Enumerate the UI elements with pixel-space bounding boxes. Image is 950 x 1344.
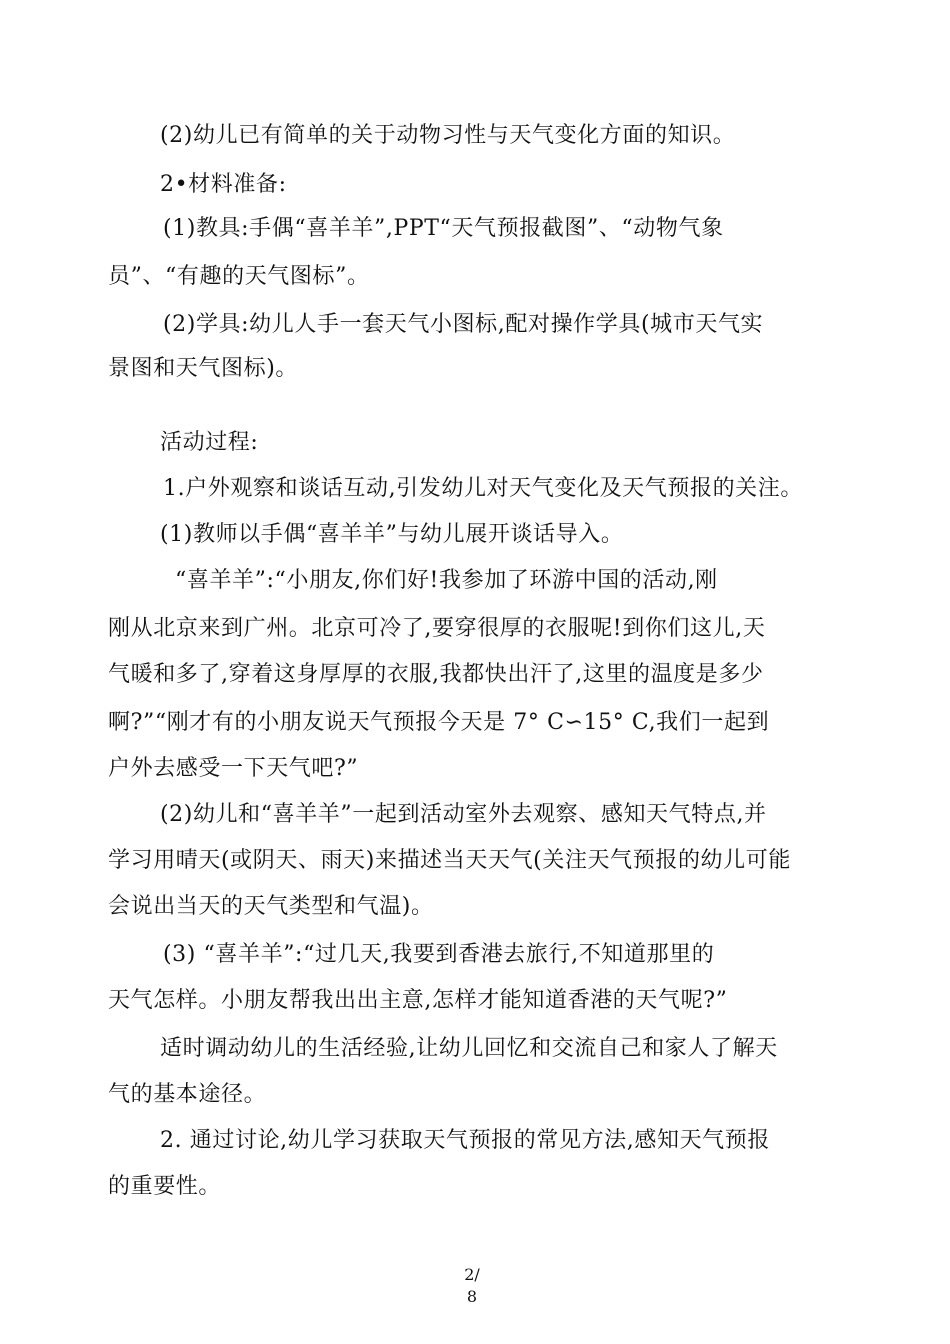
paragraph-line: 1.户外观察和谈话互动,引发幼儿对天气变化及天气预报的关注。: [163, 476, 803, 501]
page-number: [452, 1264, 492, 1308]
paragraph-line: 天气怎样。小朋友帮我出出主意,怎样才能知道香港的天气呢?”: [108, 988, 728, 1013]
paragraph-line: 员”、“有趣的天气图标”。: [108, 264, 370, 289]
paragraph-line: (2)幼儿已有简单的关于动物习性与天气变化方面的知识。: [160, 123, 736, 148]
paragraph-line: 气的基本途径。: [108, 1082, 267, 1107]
paragraph-line: (1)教具:手偶“喜羊羊”,PPT“天气预报截图”、“动物气象: [163, 216, 724, 241]
paragraph-line: 气暖和多了,穿着这身厚厚的衣服,我都快出汗了,这里的温度是多少: [108, 662, 764, 687]
paragraph-line: 的重要性。: [108, 1174, 222, 1199]
paragraph-line: 2. 通过讨论,幼儿学习获取天气预报的常见方法,感知天气预报: [160, 1128, 770, 1153]
paragraph-line: “喜羊羊”:“小朋友,你们好!我参加了环游中国的活动,刚: [175, 568, 718, 593]
paragraph-line: 会说出当天的天气类型和气温)。: [108, 894, 434, 919]
page-number-total: 8: [466, 1287, 478, 1306]
section-heading-materials: 2•材料准备:: [160, 172, 287, 197]
paragraph-line: (2)学具:幼儿人手一套天气小图标,配对操作学具(城市天气实: [163, 312, 764, 337]
paragraph-line: 户外去感受一下天气吧?”: [108, 756, 359, 781]
page-number-current: 2/: [464, 1265, 480, 1284]
paragraph-line: 啊?”“刚才有的小朋友说天气预报今天是 7° C∽15° C,我们一起到: [108, 710, 770, 735]
paragraph-line: 适时调动幼儿的生活经验,让幼儿回忆和交流自己和家人了解天: [160, 1036, 778, 1061]
section-heading-process: 活动过程:: [160, 430, 259, 455]
paragraph-line: 学习用晴天(或阴天、雨天)来描述当天天气(关注天气预报的幼儿可能: [108, 848, 791, 873]
paragraph-line: (1)教师以手偶“喜羊羊”与幼儿展开谈话导入。: [160, 522, 624, 547]
paragraph-line: 刚从北京来到广州。北京可冷了,要穿很厚的衣服呢!到你们这儿,天: [108, 616, 766, 641]
paragraph-line: 景图和天气图标)。: [108, 356, 298, 381]
paragraph-line: (2)幼儿和“喜羊羊”一起到活动室外去观察、感知天气特点,并: [160, 802, 767, 827]
paragraph-line: (3) “喜羊羊”:“过几天,我要到香港去旅行,不知道那里的: [163, 942, 715, 967]
